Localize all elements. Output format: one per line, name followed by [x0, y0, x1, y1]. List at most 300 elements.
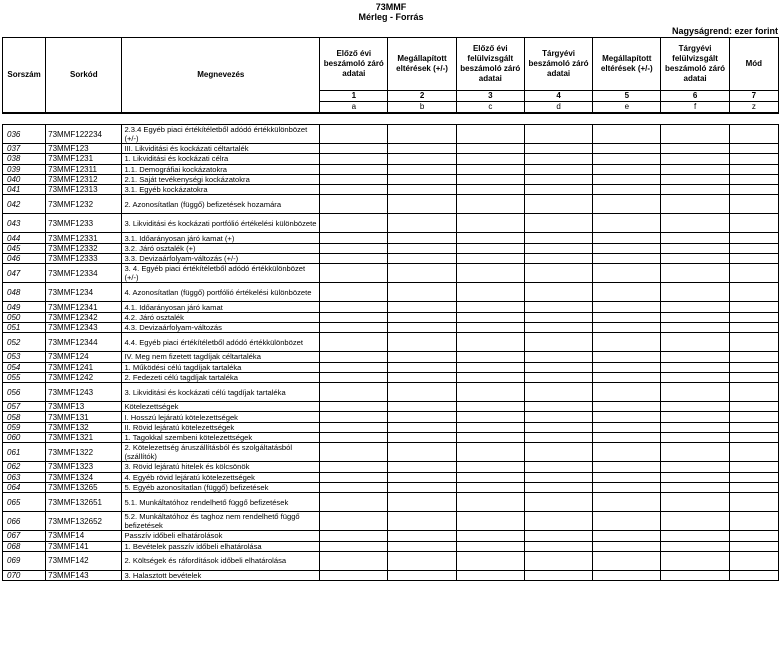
value-cell[interactable]: [729, 144, 778, 154]
header-col-6: Tárgyévi felülvizsgált beszámoló záró adatai: [661, 38, 729, 91]
value-cell[interactable]: [661, 352, 729, 362]
value-cell[interactable]: [456, 243, 524, 253]
value-cell[interactable]: [456, 433, 524, 443]
value-cell[interactable]: [456, 372, 524, 382]
value-cell[interactable]: [661, 144, 729, 154]
value-cell[interactable]: [320, 185, 388, 195]
value-cell[interactable]: [524, 154, 592, 164]
value-cell[interactable]: [593, 412, 661, 422]
value-cell[interactable]: [729, 422, 778, 432]
value-cell[interactable]: [661, 322, 729, 332]
row-number: 064: [3, 482, 46, 492]
value-cell[interactable]: [661, 383, 729, 402]
value-cell[interactable]: [388, 185, 456, 195]
table-row: [3, 551, 779, 570]
value-cell[interactable]: [661, 164, 729, 174]
value-cell[interactable]: [524, 195, 592, 214]
value-cell[interactable]: [320, 531, 388, 541]
value-cell[interactable]: [456, 164, 524, 174]
value-cell[interactable]: [593, 164, 661, 174]
value-cell[interactable]: [593, 482, 661, 492]
value-cell[interactable]: [593, 512, 661, 531]
value-cell[interactable]: [524, 312, 592, 322]
value-cell[interactable]: [593, 462, 661, 472]
value-cell[interactable]: [524, 512, 592, 531]
value-cell[interactable]: [524, 214, 592, 233]
value-cell[interactable]: [661, 443, 729, 462]
value-cell[interactable]: [729, 362, 778, 372]
value-cell[interactable]: [388, 531, 456, 541]
row-number: 066: [3, 512, 46, 531]
value-cell[interactable]: [729, 125, 778, 144]
value-cell[interactable]: [729, 570, 778, 580]
row-name: 5. Egyéb azonosítatlan (függő) befizetések: [122, 482, 320, 492]
value-cell[interactable]: [456, 254, 524, 264]
value-cell[interactable]: [456, 264, 524, 283]
table-row: [3, 125, 779, 144]
value-cell[interactable]: [456, 333, 524, 352]
value-cell[interactable]: [456, 531, 524, 541]
table-row: [3, 154, 779, 164]
col-number: 5: [593, 91, 661, 102]
value-cell[interactable]: [388, 174, 456, 184]
value-cell[interactable]: [388, 422, 456, 432]
col-number: 7: [729, 91, 778, 102]
value-cell[interactable]: [388, 472, 456, 482]
value-cell[interactable]: [661, 472, 729, 482]
value-cell[interactable]: [661, 362, 729, 372]
value-cell[interactable]: [729, 233, 778, 243]
value-cell[interactable]: [729, 264, 778, 283]
value-cell[interactable]: [388, 214, 456, 233]
row-name: 2. Fedezeti célú tagdíjak tartaléka: [122, 372, 320, 382]
value-cell[interactable]: [593, 243, 661, 253]
row-code: 73MMF13265: [46, 482, 122, 492]
value-cell[interactable]: [593, 333, 661, 352]
value-cell[interactable]: [320, 541, 388, 551]
value-cell[interactable]: [388, 254, 456, 264]
value-cell[interactable]: [524, 541, 592, 551]
value-cell[interactable]: [320, 493, 388, 512]
value-cell[interactable]: [661, 512, 729, 531]
value-cell[interactable]: [729, 383, 778, 402]
value-cell[interactable]: [320, 283, 388, 302]
value-cell[interactable]: [593, 472, 661, 482]
value-cell[interactable]: [593, 570, 661, 580]
value-cell[interactable]: [593, 362, 661, 372]
value-cell[interactable]: [456, 125, 524, 144]
value-cell[interactable]: [593, 174, 661, 184]
value-cell[interactable]: [320, 362, 388, 372]
value-cell[interactable]: [320, 195, 388, 214]
value-cell[interactable]: [661, 482, 729, 492]
value-cell[interactable]: [320, 322, 388, 332]
value-cell[interactable]: [524, 333, 592, 352]
value-cell[interactable]: [456, 185, 524, 195]
value-cell[interactable]: [661, 570, 729, 580]
value-cell[interactable]: [661, 174, 729, 184]
value-cell[interactable]: [320, 302, 388, 312]
value-cell[interactable]: [456, 462, 524, 472]
value-cell[interactable]: [524, 174, 592, 184]
value-cell[interactable]: [661, 541, 729, 551]
value-cell[interactable]: [524, 233, 592, 243]
value-cell[interactable]: [320, 154, 388, 164]
value-cell[interactable]: [661, 531, 729, 541]
value-cell[interactable]: [661, 233, 729, 243]
row-name: 4.3. Devizaárfolyam-változás: [122, 322, 320, 332]
value-cell[interactable]: [661, 493, 729, 512]
value-cell[interactable]: [729, 185, 778, 195]
value-cell[interactable]: [524, 125, 592, 144]
value-cell[interactable]: [524, 283, 592, 302]
value-cell[interactable]: [593, 195, 661, 214]
value-cell[interactable]: [320, 443, 388, 462]
value-cell[interactable]: [388, 541, 456, 551]
value-cell[interactable]: [524, 302, 592, 312]
value-cell[interactable]: [661, 312, 729, 322]
value-cell[interactable]: [524, 551, 592, 570]
header-col-2: Megállapított eltérések (+/-): [388, 38, 456, 91]
value-cell[interactable]: [456, 144, 524, 154]
row-number: 037: [3, 144, 46, 154]
value-cell[interactable]: [524, 164, 592, 174]
row-name: 3.2. Járó osztalék (+): [122, 243, 320, 253]
value-cell[interactable]: [729, 372, 778, 382]
value-cell[interactable]: [388, 402, 456, 412]
col-number: 6: [661, 91, 729, 102]
value-cell[interactable]: [593, 322, 661, 332]
row-number: 042: [3, 195, 46, 214]
value-cell[interactable]: [593, 283, 661, 302]
value-cell[interactable]: [320, 482, 388, 492]
value-cell[interactable]: [729, 333, 778, 352]
row-name: 4.1. Időarányosan járó kamat: [122, 302, 320, 312]
value-cell[interactable]: [388, 164, 456, 174]
row-number: 060: [3, 433, 46, 443]
row-number: 069: [3, 551, 46, 570]
row-code: 73MMF12333: [46, 254, 122, 264]
value-cell[interactable]: [388, 302, 456, 312]
row-name: 1. Bevételek passzív időbeli elhatárolása: [122, 541, 320, 551]
row-number: 061: [3, 443, 46, 462]
table-row: [3, 372, 779, 382]
row-name: 1. Tagokkal szembeni kötelezettségek: [122, 433, 320, 443]
value-cell[interactable]: [388, 443, 456, 462]
value-cell[interactable]: [524, 493, 592, 512]
value-cell[interactable]: [661, 333, 729, 352]
value-cell[interactable]: [456, 482, 524, 492]
value-cell[interactable]: [388, 333, 456, 352]
value-cell[interactable]: [593, 541, 661, 551]
value-cell[interactable]: [456, 214, 524, 233]
value-cell[interactable]: [524, 531, 592, 541]
value-cell[interactable]: [456, 302, 524, 312]
value-cell[interactable]: [661, 402, 729, 412]
value-cell[interactable]: [320, 412, 388, 422]
value-cell[interactable]: [388, 551, 456, 570]
value-cell[interactable]: [388, 233, 456, 243]
value-cell[interactable]: [593, 185, 661, 195]
row-number: 070: [3, 570, 46, 580]
row-number: 044: [3, 233, 46, 243]
value-cell[interactable]: [593, 254, 661, 264]
row-code: 73MMF12341: [46, 302, 122, 312]
value-cell[interactable]: [456, 195, 524, 214]
value-cell[interactable]: [524, 462, 592, 472]
value-cell[interactable]: [729, 402, 778, 412]
value-cell[interactable]: [729, 551, 778, 570]
value-cell[interactable]: [524, 570, 592, 580]
value-cell[interactable]: [388, 383, 456, 402]
col-letter: a: [320, 102, 388, 114]
value-cell[interactable]: [388, 372, 456, 382]
table-row: [3, 185, 779, 195]
value-cell[interactable]: [729, 283, 778, 302]
value-cell[interactable]: [524, 243, 592, 253]
value-cell[interactable]: [320, 512, 388, 531]
value-cell[interactable]: [388, 195, 456, 214]
value-cell[interactable]: [729, 174, 778, 184]
value-cell[interactable]: [661, 283, 729, 302]
value-cell[interactable]: [593, 302, 661, 312]
value-cell[interactable]: [456, 352, 524, 362]
value-cell[interactable]: [456, 422, 524, 432]
value-cell[interactable]: [456, 383, 524, 402]
value-cell[interactable]: [388, 322, 456, 332]
value-cell[interactable]: [661, 154, 729, 164]
value-cell[interactable]: [729, 541, 778, 551]
value-cell[interactable]: [524, 402, 592, 412]
row-name: 2. Azonosítatlan (függő) befizetések hozamára: [122, 195, 320, 214]
value-cell[interactable]: [388, 482, 456, 492]
value-cell[interactable]: [524, 412, 592, 422]
value-cell[interactable]: [320, 433, 388, 443]
value-cell[interactable]: [593, 144, 661, 154]
value-cell[interactable]: [524, 362, 592, 372]
value-cell[interactable]: [524, 254, 592, 264]
value-cell[interactable]: [456, 362, 524, 372]
value-cell[interactable]: [593, 493, 661, 512]
spacer-cell: [593, 113, 661, 125]
value-cell[interactable]: [320, 383, 388, 402]
value-cell[interactable]: [729, 512, 778, 531]
value-cell[interactable]: [320, 214, 388, 233]
spacer-cell: [122, 113, 320, 125]
row-name: 2.1. Saját tevékenységi kockázatokra: [122, 174, 320, 184]
value-cell[interactable]: [593, 531, 661, 541]
value-cell[interactable]: [320, 462, 388, 472]
value-cell[interactable]: [729, 154, 778, 164]
value-cell[interactable]: [729, 195, 778, 214]
value-cell[interactable]: [524, 264, 592, 283]
row-name: 3.1. Egyéb kockázatokra: [122, 185, 320, 195]
row-number: 036: [3, 125, 46, 144]
value-cell[interactable]: [388, 144, 456, 154]
value-cell[interactable]: [456, 174, 524, 184]
value-cell[interactable]: [456, 322, 524, 332]
value-cell[interactable]: [524, 443, 592, 462]
value-cell[interactable]: [320, 254, 388, 264]
value-cell[interactable]: [729, 214, 778, 233]
value-cell[interactable]: [320, 551, 388, 570]
value-cell[interactable]: [320, 233, 388, 243]
value-cell[interactable]: [388, 243, 456, 253]
value-cell[interactable]: [729, 412, 778, 422]
value-cell[interactable]: [593, 383, 661, 402]
col-letter: b: [388, 102, 456, 114]
value-cell[interactable]: [593, 233, 661, 243]
table-row: [3, 412, 779, 422]
value-cell[interactable]: [388, 433, 456, 443]
value-cell[interactable]: [320, 372, 388, 382]
value-cell[interactable]: [729, 164, 778, 174]
value-cell[interactable]: [456, 570, 524, 580]
row-name: 3. Likviditási és kockázati portfólió értékelési különbözete: [122, 214, 320, 233]
row-number: 045: [3, 243, 46, 253]
value-cell[interactable]: [661, 254, 729, 264]
row-code: 73MMF131: [46, 412, 122, 422]
value-cell[interactable]: [593, 443, 661, 462]
value-cell[interactable]: [456, 493, 524, 512]
value-cell[interactable]: [661, 125, 729, 144]
value-cell[interactable]: [320, 243, 388, 253]
value-cell[interactable]: [456, 283, 524, 302]
value-cell[interactable]: [456, 472, 524, 482]
value-cell[interactable]: [593, 214, 661, 233]
value-cell[interactable]: [661, 422, 729, 432]
value-cell[interactable]: [593, 372, 661, 382]
table-row: [3, 322, 779, 332]
value-cell[interactable]: [388, 125, 456, 144]
value-cell[interactable]: [729, 302, 778, 312]
row-name: 1. Működési célú tagdíjak tartaléka: [122, 362, 320, 372]
value-cell[interactable]: [456, 551, 524, 570]
value-cell[interactable]: [524, 383, 592, 402]
value-cell[interactable]: [320, 570, 388, 580]
value-cell[interactable]: [593, 125, 661, 144]
value-cell[interactable]: [593, 402, 661, 412]
value-cell[interactable]: [388, 312, 456, 322]
value-cell[interactable]: [729, 243, 778, 253]
row-number: 054: [3, 362, 46, 372]
col-letter: c: [456, 102, 524, 114]
value-cell[interactable]: [456, 412, 524, 422]
value-cell[interactable]: [388, 462, 456, 472]
value-cell[interactable]: [524, 422, 592, 432]
value-cell[interactable]: [320, 144, 388, 154]
table-row: [3, 214, 779, 233]
value-cell[interactable]: [320, 422, 388, 432]
value-cell[interactable]: [729, 472, 778, 482]
value-cell[interactable]: [729, 352, 778, 362]
table-row: [3, 472, 779, 482]
value-cell[interactable]: [661, 551, 729, 570]
value-cell[interactable]: [661, 462, 729, 472]
value-cell[interactable]: [524, 322, 592, 332]
value-cell[interactable]: [593, 551, 661, 570]
value-cell[interactable]: [729, 482, 778, 492]
value-cell[interactable]: [729, 531, 778, 541]
value-cell[interactable]: [456, 312, 524, 322]
value-cell[interactable]: [320, 402, 388, 412]
row-number: 040: [3, 174, 46, 184]
value-cell[interactable]: [388, 570, 456, 580]
value-cell[interactable]: [456, 233, 524, 243]
value-cell[interactable]: [729, 433, 778, 443]
value-cell[interactable]: [524, 482, 592, 492]
value-cell[interactable]: [320, 174, 388, 184]
row-number: 046: [3, 254, 46, 264]
value-cell[interactable]: [388, 283, 456, 302]
value-cell[interactable]: [524, 185, 592, 195]
table-row: [3, 164, 779, 174]
row-code: 73MMF124: [46, 352, 122, 362]
value-cell[interactable]: [388, 154, 456, 164]
value-cell[interactable]: [593, 352, 661, 362]
value-cell[interactable]: [661, 412, 729, 422]
value-cell[interactable]: [729, 322, 778, 332]
table-row: [3, 422, 779, 432]
value-cell[interactable]: [593, 264, 661, 283]
value-cell[interactable]: [320, 125, 388, 144]
value-cell[interactable]: [456, 541, 524, 551]
value-cell[interactable]: [388, 512, 456, 531]
value-cell[interactable]: [388, 362, 456, 372]
value-cell[interactable]: [388, 264, 456, 283]
value-cell[interactable]: [320, 164, 388, 174]
value-cell[interactable]: [456, 402, 524, 412]
value-cell[interactable]: [661, 372, 729, 382]
value-cell[interactable]: [456, 512, 524, 531]
value-cell[interactable]: [524, 433, 592, 443]
value-cell[interactable]: [524, 472, 592, 482]
value-cell[interactable]: [729, 443, 778, 462]
value-cell[interactable]: [320, 333, 388, 352]
value-cell[interactable]: [593, 422, 661, 432]
value-cell[interactable]: [661, 264, 729, 283]
value-cell[interactable]: [320, 352, 388, 362]
header-col-3: Előző évi felülvizsgált beszámoló záró adatai: [456, 38, 524, 91]
value-cell[interactable]: [320, 472, 388, 482]
value-cell[interactable]: [456, 443, 524, 462]
value-cell[interactable]: [661, 243, 729, 253]
value-cell[interactable]: [729, 493, 778, 512]
value-cell[interactable]: [729, 462, 778, 472]
table-row: [3, 144, 779, 154]
value-cell[interactable]: [661, 214, 729, 233]
value-cell[interactable]: [388, 493, 456, 512]
value-cell[interactable]: [661, 433, 729, 443]
value-cell[interactable]: [524, 144, 592, 154]
value-cell[interactable]: [593, 433, 661, 443]
value-cell[interactable]: [524, 372, 592, 382]
value-cell[interactable]: [593, 154, 661, 164]
value-cell[interactable]: [456, 154, 524, 164]
value-cell[interactable]: [388, 352, 456, 362]
value-cell[interactable]: [729, 254, 778, 264]
value-cell[interactable]: [320, 312, 388, 322]
value-cell[interactable]: [729, 312, 778, 322]
value-cell[interactable]: [661, 195, 729, 214]
col-letter: f: [661, 102, 729, 114]
value-cell[interactable]: [661, 185, 729, 195]
value-cell[interactable]: [320, 264, 388, 283]
value-cell[interactable]: [593, 312, 661, 322]
value-cell[interactable]: [661, 302, 729, 312]
value-cell[interactable]: [524, 352, 592, 362]
value-cell[interactable]: [388, 412, 456, 422]
